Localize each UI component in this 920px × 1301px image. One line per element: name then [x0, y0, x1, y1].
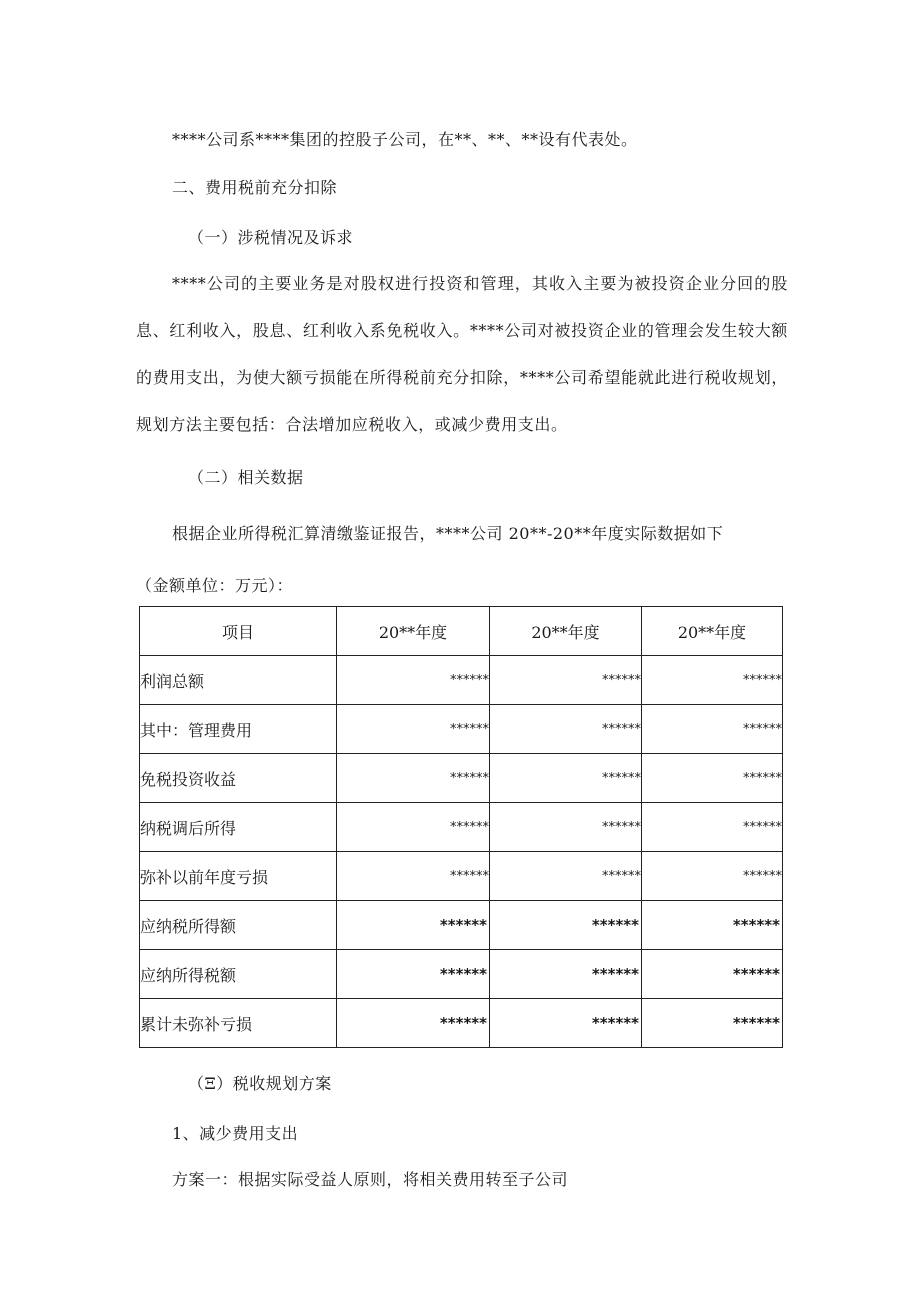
cell-value: ******: [642, 754, 783, 803]
cell-value: ******: [337, 656, 490, 705]
table-row: [140, 852, 783, 901]
cell-value: ******: [642, 999, 783, 1048]
subsection-3-heading: （Ξ）税收规划方案: [188, 1074, 332, 1093]
table-row: [140, 656, 783, 705]
cell-value: ******: [337, 999, 490, 1048]
table-row: [140, 705, 783, 754]
cell-value: ******: [490, 754, 642, 803]
cell-value: ******: [642, 950, 783, 999]
cell-value: ******: [337, 950, 490, 999]
unit-note: （金额单位：万元）：: [136, 576, 294, 595]
row-label: 利润总额: [140, 656, 337, 705]
plan-1-text: 方案一：根据实际受益人原则，将相关费用转至子公司: [172, 1170, 569, 1189]
body-paragraph-1: ****公司的主要业务是对股权进行投资和管理，其收入主要为被投资企业分回的股息、红利收入，股息、红利收入系免税收入。****公司对被投资企业的管理会发生较大额的费用支出，为使大额亏损能在所得税前充分扣除，****公司希望能就此进行税收规划，规划方法主要包括：合法增加应税收入，或减少费用支出。: [136, 274, 788, 434]
body-paragraph-2: 根据企业所得税汇算清缴鉴证报告，****公司 20**-20**年度实际数据如下: [172, 524, 724, 543]
row-label: 免税投资收益: [140, 754, 337, 803]
cell-value: ******: [337, 754, 490, 803]
row-label: 累计未弥补亏损: [140, 999, 337, 1048]
cell-value: ******: [337, 803, 490, 852]
header-year-3: 20**年度: [642, 607, 783, 656]
cell-value: ******: [642, 656, 783, 705]
cell-value: ******: [642, 901, 783, 950]
table-row: [140, 950, 783, 999]
header-item: 项目: [140, 607, 337, 656]
cell-value: ******: [490, 656, 642, 705]
cell-value: ******: [642, 705, 783, 754]
subsection-1-heading: （一）涉税情况及诉求: [188, 228, 354, 247]
item-1-heading: 1、减少费用支出: [172, 1124, 299, 1143]
cell-value: ******: [490, 803, 642, 852]
table-row: [140, 999, 783, 1048]
section-2-heading: 二、费用税前充分扣除: [172, 178, 338, 197]
row-label: 应纳所得税额: [140, 950, 337, 999]
cell-value: ******: [337, 705, 490, 754]
table-row: [140, 803, 783, 852]
cell-value: ******: [337, 901, 490, 950]
cell-value: ******: [490, 852, 642, 901]
intro-line: ****公司系****集团的控股子公司，在**、**、**设有代表处。: [172, 130, 638, 149]
cell-value: ******: [642, 852, 783, 901]
cell-value: ******: [642, 803, 783, 852]
row-label: 弥补以前年度亏损: [140, 852, 337, 901]
table-header-row: [140, 607, 783, 656]
cell-value: ******: [490, 999, 642, 1048]
subsection-2-heading: （二）相关数据: [188, 468, 304, 487]
cell-value: ******: [337, 852, 490, 901]
data-table: [139, 606, 783, 1048]
cell-value: ******: [490, 705, 642, 754]
header-year-2: 20**年度: [490, 607, 642, 656]
header-year-1: 20**年度: [337, 607, 490, 656]
table-row: [140, 901, 783, 950]
cell-value: ******: [490, 901, 642, 950]
row-label: 应纳税所得额: [140, 901, 337, 950]
row-label: 其中：管理费用: [140, 705, 337, 754]
row-label: 纳税调后所得: [140, 803, 337, 852]
table-row: [140, 754, 783, 803]
cell-value: ******: [490, 950, 642, 999]
